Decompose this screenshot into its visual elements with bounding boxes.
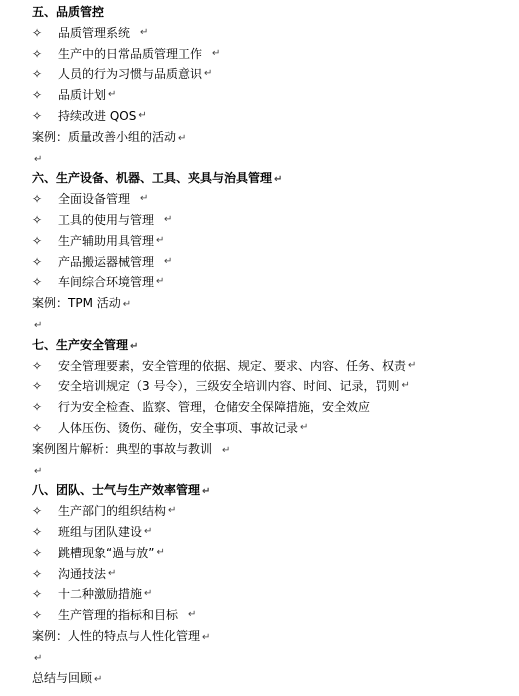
paragraph-mark-icon: ↵ (34, 465, 43, 477)
list-item-text: 十二种激励措施 (58, 587, 143, 602)
section-heading (32, 2, 519, 23)
list-item (32, 106, 519, 127)
paragraph-mark-icon: ↵ (156, 234, 165, 246)
list-item (32, 356, 519, 377)
list-item (32, 543, 519, 564)
paragraph-mark-icon: ↵ (130, 340, 139, 352)
paragraph-mark-icon: ↵ (156, 276, 165, 288)
list-item-text: 人体压伤、烫伤、碰伤，安全事项、事故记录 (58, 420, 299, 435)
diamond-bullet-icon: ✧ (32, 67, 43, 82)
section-5 (32, 2, 519, 168)
list-item (32, 210, 519, 231)
list-item-text: 全面设备管理 (58, 192, 131, 207)
list-item (32, 564, 519, 585)
section-6 (32, 168, 519, 334)
diamond-bullet-icon: ✧ (32, 275, 43, 290)
list-item-text: 产品搬运器械管理 (58, 254, 155, 269)
diamond-bullet-icon: ✧ (32, 524, 43, 539)
paragraph-mark-icon: ↵ (212, 47, 221, 59)
case-line (32, 626, 519, 647)
list-item (32, 522, 519, 543)
paragraph-mark-icon: ↵ (122, 299, 132, 311)
list-item (32, 272, 519, 293)
paragraph-mark-icon: ↵ (34, 153, 43, 165)
diamond-bullet-icon: ✧ (32, 46, 43, 61)
section-heading (32, 480, 519, 501)
paragraph-mark-icon: ↵ (274, 174, 283, 186)
section-heading-text: 六、生产设备、机器、工具、夹具与治具管理 (32, 171, 273, 186)
diamond-bullet-icon: ✧ (32, 358, 43, 373)
list-item-text: 跳槽现象“過与放” (58, 545, 155, 560)
diamond-bullet-icon: ✧ (32, 88, 43, 103)
paragraph-mark-icon: ↵ (164, 255, 173, 267)
list-item (32, 64, 519, 85)
paragraph-mark-icon: ↵ (144, 525, 153, 537)
list-item (32, 23, 519, 44)
list-item (32, 376, 519, 397)
diamond-bullet-icon: ✧ (32, 587, 43, 602)
list-item-text: 品质管理系统 (58, 25, 131, 40)
list-item (32, 397, 519, 418)
paragraph-mark-icon: ↵ (222, 444, 231, 456)
diamond-bullet-icon: ✧ (32, 420, 43, 435)
section-heading-text: 八、团队、士气与生产效率管理 (32, 483, 201, 498)
list-item-text: 人员的行为习惯与品质意识 (58, 67, 203, 82)
case-line (32, 293, 519, 314)
diamond-bullet-icon: ✧ (32, 504, 43, 519)
list-item (32, 418, 519, 439)
diamond-bullet-icon: ✧ (32, 233, 43, 248)
paragraph-mark-icon: ↵ (202, 486, 211, 498)
blank-line (32, 314, 519, 335)
diamond-bullet-icon: ✧ (32, 212, 43, 227)
paragraph-mark-icon: ↵ (300, 421, 309, 433)
section-7 (32, 335, 519, 481)
list-item-text: 生产部门的组织结构 (58, 504, 167, 519)
list-item-text: 生产管理的指标和目标 (58, 608, 179, 623)
paragraph-mark-icon: ↵ (34, 652, 43, 664)
case-text: 案例图片解析：典型的事故与教训 (32, 441, 213, 456)
list-item-text: 行为安全检查、监察、管理，仓储安全保障措施，安全效应 (58, 400, 371, 415)
paragraph-mark-icon: ↵ (164, 213, 173, 225)
list-item (32, 44, 519, 65)
section-heading-text: 七、生产安全管理 (32, 337, 129, 352)
paragraph-mark-icon: ↵ (34, 319, 43, 331)
case-text: 案例：人性的特点与人性化管理 (32, 628, 201, 643)
list-item (32, 252, 519, 273)
list-item-text: 班组与团队建设 (58, 524, 143, 539)
blank-line (32, 460, 519, 481)
blank-line (32, 647, 519, 668)
paragraph-mark-icon: ↵ (408, 359, 417, 371)
paragraph-mark-icon: ↵ (138, 109, 147, 121)
section-heading (32, 168, 519, 189)
case-line (32, 127, 519, 148)
section-8 (32, 480, 519, 667)
paragraph-mark-icon: ↵ (401, 380, 410, 392)
paragraph-mark-icon: ↵ (178, 132, 187, 144)
paragraph-mark-icon: ↵ (188, 609, 197, 621)
summary-text: 总结与回顾 (32, 670, 93, 685)
list-item (32, 189, 519, 210)
list-item-text: 持续改进 QOS (58, 108, 137, 123)
list-item-text: 工具的使用与管理 (58, 212, 155, 227)
list-item-text: 安全管理要素，安全管理的依据、规定、要求、内容、任务、权责 (58, 358, 407, 373)
paragraph-mark-icon: ↵ (144, 588, 153, 600)
list-item (32, 584, 519, 605)
section-heading-text: 五、品质管控 (32, 5, 105, 19)
paragraph-mark-icon: ↵ (140, 26, 149, 38)
paragraph-mark-icon: ↵ (108, 89, 117, 101)
paragraph-mark-icon: ↵ (94, 673, 103, 685)
paragraph-mark-icon: ↵ (140, 193, 149, 205)
diamond-bullet-icon: ✧ (32, 379, 43, 394)
case-line (32, 439, 519, 460)
list-item-text: 安全培训规定（3 号令），三级安全培训内容、时间、记录，罚则 (58, 379, 400, 394)
list-item (32, 231, 519, 252)
paragraph-mark-icon: ↵ (108, 567, 117, 579)
diamond-bullet-icon: ✧ (32, 400, 43, 415)
case-text: 案例：质量改善小组的活动 (32, 129, 177, 144)
list-item-text: 沟通技法 (58, 566, 107, 581)
paragraph-mark-icon: ↵ (204, 68, 213, 80)
paragraph-mark-icon: ↵ (168, 505, 177, 517)
diamond-bullet-icon: ✧ (32, 254, 43, 269)
diamond-bullet-icon: ✧ (32, 25, 43, 40)
list-item-text: 生产中的日常品质管理工作 (58, 46, 203, 61)
case-text: 案例：TPM 活动 (32, 296, 121, 311)
list-item (32, 85, 519, 106)
diamond-bullet-icon: ✧ (32, 608, 43, 623)
diamond-bullet-icon: ✧ (32, 108, 43, 123)
diamond-bullet-icon: ✧ (32, 566, 43, 581)
list-item-text: 生产辅助用具管理 (58, 233, 155, 248)
list-item (32, 501, 519, 522)
summary-line (32, 668, 519, 689)
section-heading (32, 335, 519, 356)
diamond-bullet-icon: ✧ (32, 192, 43, 207)
diamond-bullet-icon: ✧ (32, 545, 43, 560)
paragraph-mark-icon: ↵ (202, 631, 211, 643)
blank-line (32, 148, 519, 169)
paragraph-mark-icon: ↵ (156, 546, 165, 558)
list-item-text: 品质计划 (58, 88, 107, 103)
list-item-text: 车间综合环境管理 (58, 275, 155, 290)
list-item (32, 605, 519, 626)
